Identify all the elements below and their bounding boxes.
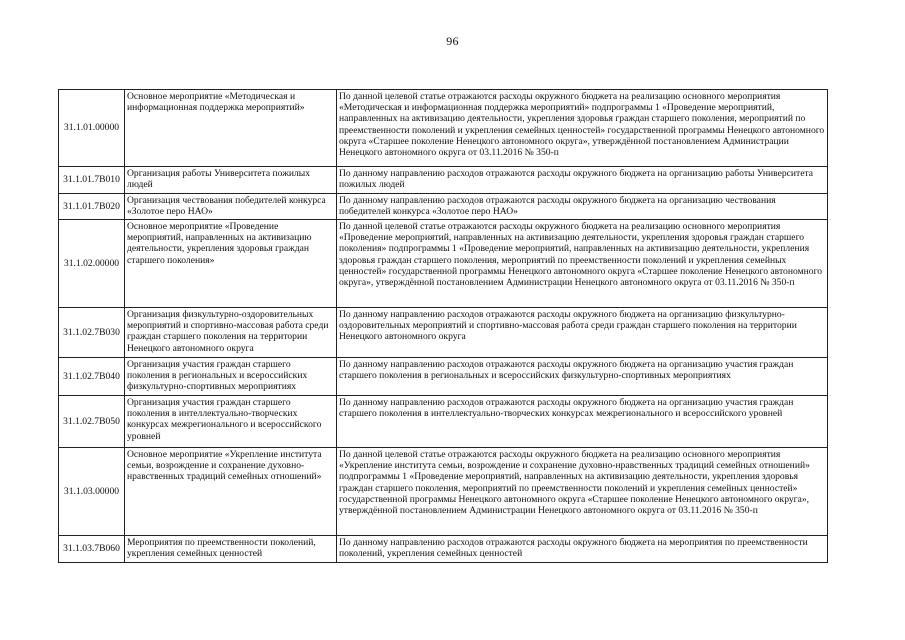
table-body <box>59 90 828 563</box>
page-number: 96 <box>446 34 459 48</box>
budget-classification-table <box>58 89 828 563</box>
row-description: По данному направлению расходов отражаются расходы окружного бюджета на организацию физкультурно-оздоровительных мероприятий и спортивно-массовая работа среди граждан старшего поколения на территории Ненецкого автономного округа <box>337 308 828 358</box>
row-code: 31.1.02.7В050 <box>59 396 125 448</box>
row-code: 31.1.03.7В060 <box>59 536 125 563</box>
row-description: По данному направлению расходов отражаются расходы окружного бюджета на организацию чествования победителей конкурса «Золотое перо НАО» <box>337 194 828 220</box>
table-row <box>59 220 828 308</box>
row-code: 31.1.03.00000 <box>59 448 125 536</box>
row-name: Основное мероприятие «Методическая и информационная поддержка мероприятий» <box>125 90 337 167</box>
row-description: По данной целевой статье отражаются расходы окружного бюджета на реализацию основного мероприятия «Проведение мероприятий, направленных на активизацию деятельности, укрепления здоровья граждан старшего поколения» подпрограммы 1 «Проведение мероприятий, направленных на активизацию деятельности, укрепления здоровья граждан старшего поколения, мероприятий по преемственности поколений и укрепления семейных ценностей» государственной программы Ненецкого автономного округа «Старшее поколение Ненецкого автономного округа», утверждённой постановлением Администрации Ненецкого автономного округа от 03.11.2016 № 350-п <box>337 220 828 308</box>
row-code: 31.1.02.00000 <box>59 220 125 308</box>
table-row <box>59 308 828 358</box>
table-row <box>59 167 828 194</box>
row-name: Организация участия граждан старшего поколения в интеллектуально-творческих конкурсах межрегионального и всероссийского уровней <box>125 396 337 448</box>
row-code: 31.1.01.7В020 <box>59 194 125 220</box>
row-name: Основное мероприятие «Укрепление института семьи, возрождение и сохранение духовно-нравственных традиций семейных отношений» <box>125 448 337 536</box>
row-name: Мероприятия по преемственности поколений, укрепления семейных ценностей <box>125 536 337 563</box>
row-name: Организация участия граждан старшего поколения в региональных и всероссийских физкультурно-спортивных мероприятиях <box>125 358 337 396</box>
row-code: 31.1.02.7В030 <box>59 308 125 358</box>
table-row <box>59 396 828 448</box>
row-description: По данному направлению расходов отражаются расходы окружного бюджета на организацию участия граждан старшего поколения в интеллектуально-творческих конкурсах межрегионального и всероссийского уровней <box>337 396 828 448</box>
row-description: По данному направлению расходов отражаются расходы окружного бюджета на организацию участия граждан старшего поколения в региональных и всероссийских физкультурно-спортивных мероприятиях <box>337 358 828 396</box>
row-name: Организация работы Университета пожилых людей <box>125 167 337 194</box>
row-code: 31.1.01.7В010 <box>59 167 125 194</box>
row-code: 31.1.02.7В040 <box>59 358 125 396</box>
row-code: 31.1.01.00000 <box>59 90 125 167</box>
table-row <box>59 448 828 536</box>
row-description: По данному направлению расходов отражаются расходы окружного бюджета на организацию работы Университета пожилых людей <box>337 167 828 194</box>
row-name: Основное мероприятие «Проведение мероприятий, направленных на активизацию деятельности, укрепления здоровья граждан старшего поколения» <box>125 220 337 308</box>
row-description: По данной целевой статье отражаются расходы окружного бюджета на реализацию основного мероприятия «Укрепление института семьи, возрождение и сохранение духовно-нравственных традиций семейных отношений» подпрограммы 1 «Проведение мероприятий, направленных на активизацию деятельности, укрепления здоровья граждан старшего поколения, мероприятий по преемственности поколений и укрепления семейных ценностей» государственной программы Ненецкого автономного округа «Старшее поколение Ненецкого автономного округа», утверждённой постановлением Администрации Ненецкого автономного округа от 03.11.2016 № 350-п <box>337 448 828 536</box>
table-row <box>59 536 828 563</box>
row-description: По данному направлению расходов отражаются расходы окружного бюджета на мероприятия по преемственности поколений, укрепления семейных ценностей <box>337 536 828 563</box>
row-description: По данной целевой статье отражаются расходы окружного бюджета на реализацию основного мероприятия «Методическая и информационная поддержка мероприятий» подпрограммы 1 «Проведение мероприятий, направленных на активизацию деятельности, укрепления здоровья граждан старшего поколения, мероприятий по преемственности поколений и укрепления семейных ценностей» государственной программы Ненецкого автономного округа «Старшее поколение Ненецкого автономного округа», утверждённой постановлением Администрации Ненецкого автономного округа от 03.11.2016 № 350-п <box>337 90 828 167</box>
row-name: Организация физкультурно-оздоровительных мероприятий и спортивно-массовая работа среди граждан старшего поколения на территории Ненецкого автономного округа <box>125 308 337 358</box>
table-row <box>59 194 828 220</box>
table-row <box>59 358 828 396</box>
row-name: Организация чествования победителей конкурса «Золотое перо НАО» <box>125 194 337 220</box>
table-row <box>59 90 828 167</box>
